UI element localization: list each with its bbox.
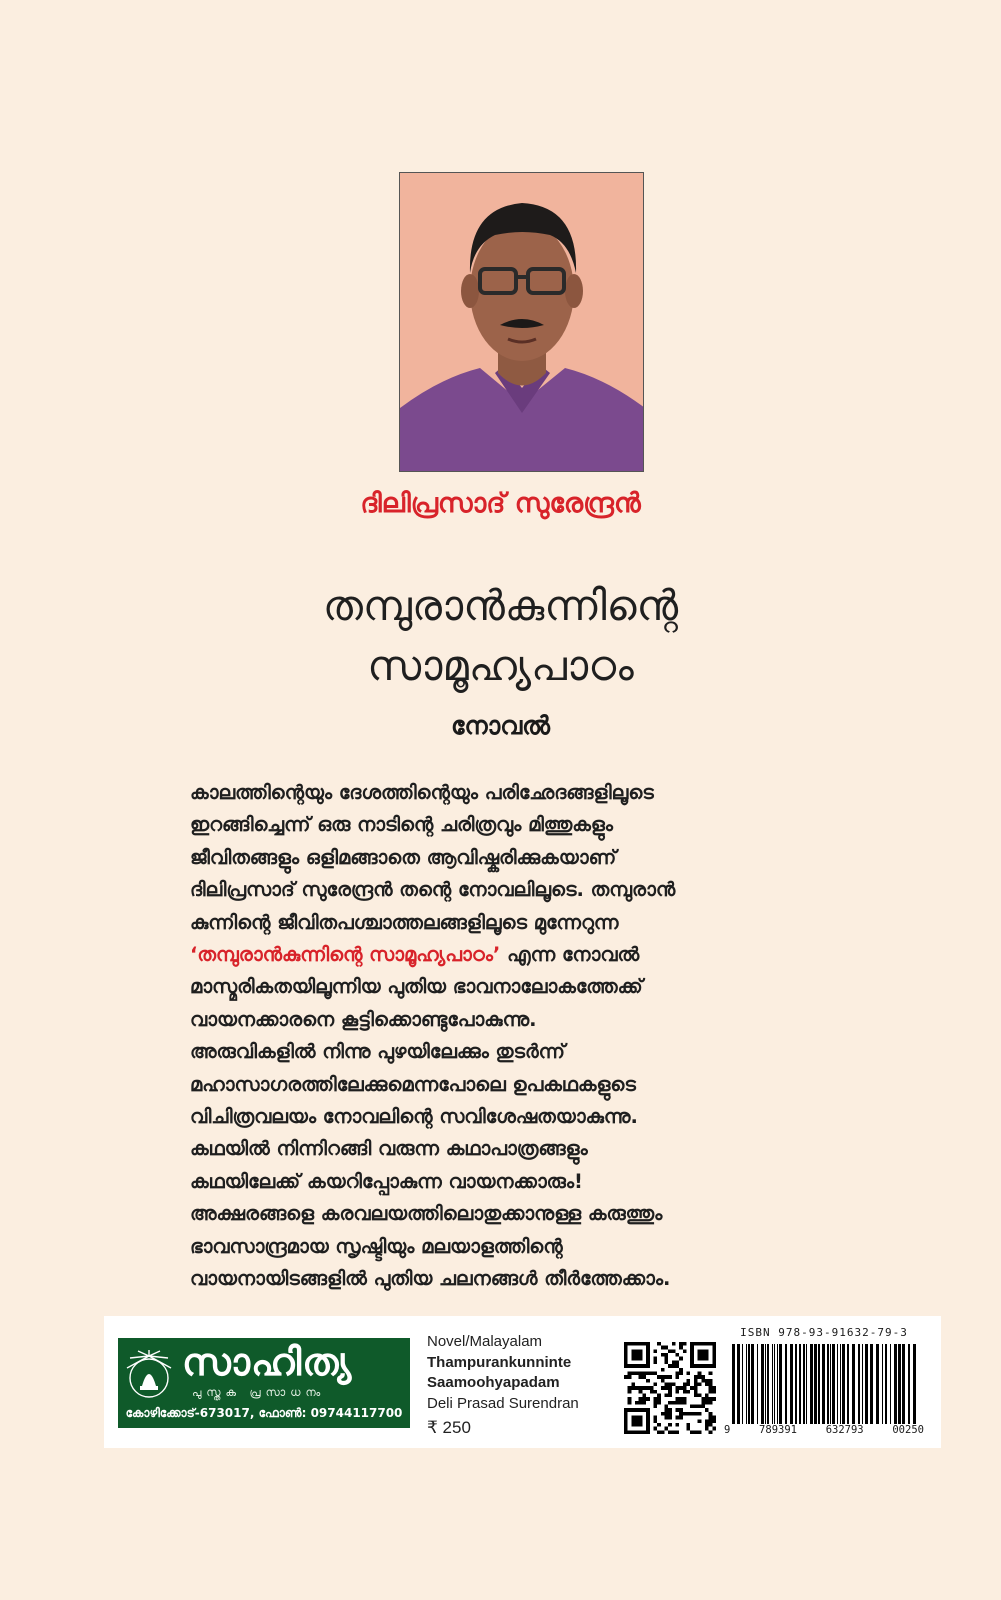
publisher-logo <box>118 1338 410 1428</box>
blurb-line: വായനക്കാരനെ കൂട്ടിക്കൊണ്ടുപോകുന്നു. <box>190 1007 537 1031</box>
blurb-line: മാസ്മരികതയിലൂന്നിയ പുതിയ ഭാവനാലോകത്തേക്ക് <box>190 975 643 999</box>
blurb-line: മഹാസാഗരത്തിലേക്കുമെന്നപോലെ ഉപകഥകളുടെ <box>190 1072 636 1096</box>
barcode-digit-group: 632793 <box>825 1424 864 1436</box>
book-price: ₹ 250 <box>427 1418 471 1437</box>
blurb-line: വായനായിടങ്ങളിൽ പുതിയ ചലനങ്ങൾ തീർത്തേക്കാം. <box>190 1267 671 1291</box>
blurb <box>190 777 880 1296</box>
publisher-contact: കോഴിക്കോട്-673017, ഫോൺ: 09744117700 <box>125 1406 403 1420</box>
book-title-line-1: തമ്പുരാൻകുന്നിന്റെ <box>322 581 679 630</box>
blurb-line: ജീവിതങ്ങളും ഒളിമങ്ങാതെ ആവിഷ്കരിക്കുകയാണ് <box>190 845 617 869</box>
book-author-en: Deli Prasad Surendran <box>427 1394 579 1412</box>
blurb-line: ദിലിപ്രസാദ് സുരേന്ദ്രൻ തന്റെ നോവലിലൂടെ. തമ്പുരാൻ <box>190 878 676 902</box>
barcode-digit-group: 9 <box>724 1424 731 1436</box>
book-title <box>0 576 1001 696</box>
book-info <box>427 1332 607 1439</box>
blurb-line: കുന്നിന്റെ ജീവിതപശ്ചാത്തലങ്ങളിലൂടെ മുന്നേറുന്ന <box>190 910 619 934</box>
blurb-line-tail: എന്ന നോവൽ <box>500 943 640 967</box>
publisher-strip <box>104 1316 941 1448</box>
blurb-line: അക്ഷരങ്ങളെ കരവലയത്തിലൊതുക്കാനുള്ള കരുത്തും <box>190 1202 663 1226</box>
barcode-icon <box>730 1344 920 1424</box>
blurb-line: കാലത്തിന്റെയും ദേശത്തിന്റെയും പരിഛേദങ്ങളിലൂടെ <box>190 781 654 804</box>
author-photo <box>399 172 644 472</box>
book-title-en-2: Saamoohyapadam <box>427 1374 560 1391</box>
barcode-digit-group: 00250 <box>892 1424 924 1436</box>
blurb-line: കഥയിലേക്ക് കയറിപ്പോകുന്ന വായനക്കാരും! <box>190 1169 583 1193</box>
publisher-name: സാഹിത്യ <box>182 1340 353 1384</box>
blurb-title-highlight: ‘തമ്പുരാൻകുന്നിന്റെ സാമൂഹ്യപാഠം’ <box>190 943 501 967</box>
blurb-line: ഇറങ്ങിച്ചെന്ന് ഒരു നാടിന്റെ ചരിത്രവും മിത്തുകളും <box>190 813 613 837</box>
blurb-line <box>190 939 880 971</box>
book-title-en-1: Thampurankunninte <box>427 1353 572 1371</box>
barcode-digits <box>724 1424 924 1436</box>
lamp-icon <box>124 1348 174 1404</box>
publisher-tagline: പുസ്തക പ്രസാധനം <box>192 1386 326 1399</box>
barcode-digit-group: 789391 <box>759 1424 797 1436</box>
genre-label: നോവൽ <box>450 711 551 740</box>
blurb-line: കഥയിൽ നിന്നിറങ്ങി വരുന്ന കഥാപാത്രങ്ങളും <box>190 1137 588 1161</box>
book-category: Novel/Malayalam <box>427 1333 543 1350</box>
book-title-line-2: സാമൂഹ്യപാഠം <box>367 641 634 690</box>
qr-code-icon <box>624 1342 716 1434</box>
blurb-line: ഭാവസാന്ദ്രമായ സൃഷ്ടിയും മലയാളത്തിന്റെ <box>190 1234 563 1258</box>
author-name: ദിലിപ്രസാദ് സുരേന്ദ്രൻ <box>360 488 641 519</box>
author-portrait <box>400 173 644 472</box>
isbn-label: ISBN 978-93-91632-79-3 <box>740 1326 908 1339</box>
blurb-line: അരുവികളിൽ നിന്നു പുഴയിലേക്കും തുടർന്ന് <box>190 1040 565 1064</box>
blurb-line: വിചിത്രവലയം നോവലിന്റെ സവിശേഷതയാകുന്നു. <box>190 1105 638 1129</box>
